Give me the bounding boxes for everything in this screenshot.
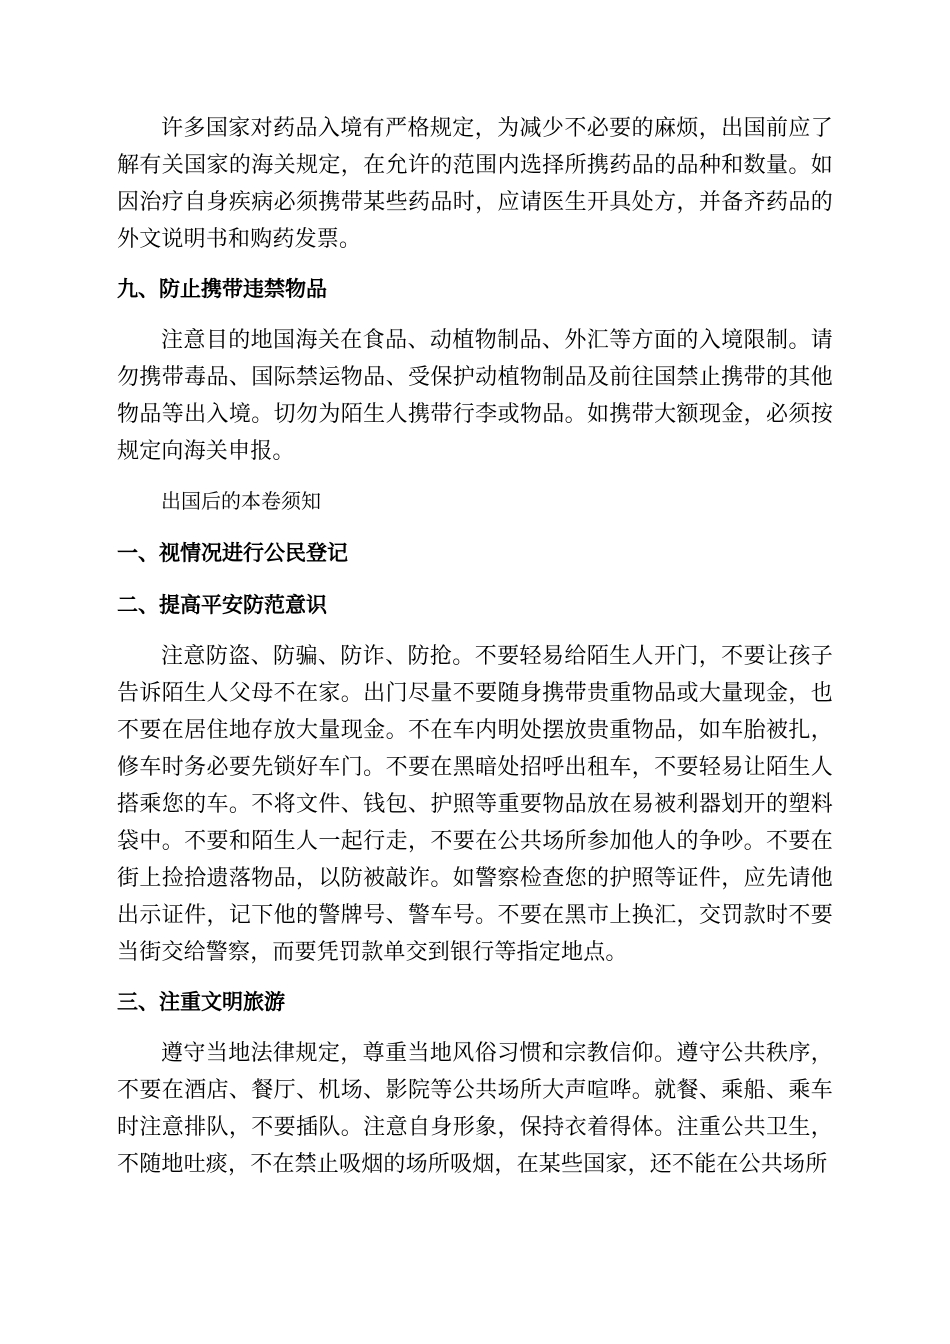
paragraph-prohibited-items: 注意目的地国海关在食品、动植物制品、外汇等方面的入境限制。请勿携带毒品、国际禁运物品、受保护动植物制品及前往国禁止携带的其他物品等出入境。切勿为陌生人携带行李或物品。如携带大额现金，必须按规定向海关申报。 bbox=[117, 328, 833, 464]
section-heading-3: 三、注重文明旅游 bbox=[117, 990, 285, 1014]
paragraph-civilized-travel: 遵守当地法律规定，尊重当地风俗习惯和宗教信仰。遵守公共秩序，不要在酒店、餐厅、机场、影院等公共场所大声喧哗。就餐、乘船、乘车时注意排队，不要插队。注意自身形象，保持衣着得体。注重公共卫生，不随地吐痰，不在禁止吸烟的场所吸烟，在某些国家，还不能在公共场所 bbox=[117, 1041, 833, 1177]
paragraph-safety-awareness: 注意防盗、防骗、防诈、防抢。不要轻易给陌生人开门，不要让孩子告诉陌生人父母不在家。出门尽量不要随身携带贵重物品或大量现金，也不要在居住地存放大量现金。不在车内明处摆放贵重物品，如车胎被扎，修车时务必要先锁好车门。不要在黑暗处招呼出租车，不要轻易让陌生人搭乘您的车。不将文件、钱包、护照等重要物品放在易被利器划开的塑料袋中。不要和陌生人一起行走，不要在公共场所参加他人的争吵。不要在街上捡拾遗落物品，以防被敲诈。如警察检查您的护照等证件，应先请他出示证件，记下他的警牌号、警车号。不要在黑市上换汇，交罚款时不要当街交给警察，而要凭罚款单交到银行等指定地点。 bbox=[117, 644, 833, 965]
subtitle-after-departure: 出国后的本卷须知 bbox=[161, 489, 321, 513]
section-heading-2: 二、提高平安防范意识 bbox=[117, 593, 327, 617]
paragraph-medicine-rules: 许多国家对药品入境有严格规定，为减少不必要的麻烦，出国前应了解有关国家的海关规定，在允许的范围内选择所携药品的品种和数量。如因治疗自身疾病必须携带某些药品时，应请医生开具处方，并备齐药品的外文说明书和购药发票。 bbox=[117, 116, 833, 252]
section-heading-1: 一、视情况进行公民登记 bbox=[117, 541, 348, 565]
document-page bbox=[117, 110, 833, 1183]
section-heading-9: 九、防止携带违禁物品 bbox=[117, 277, 327, 301]
